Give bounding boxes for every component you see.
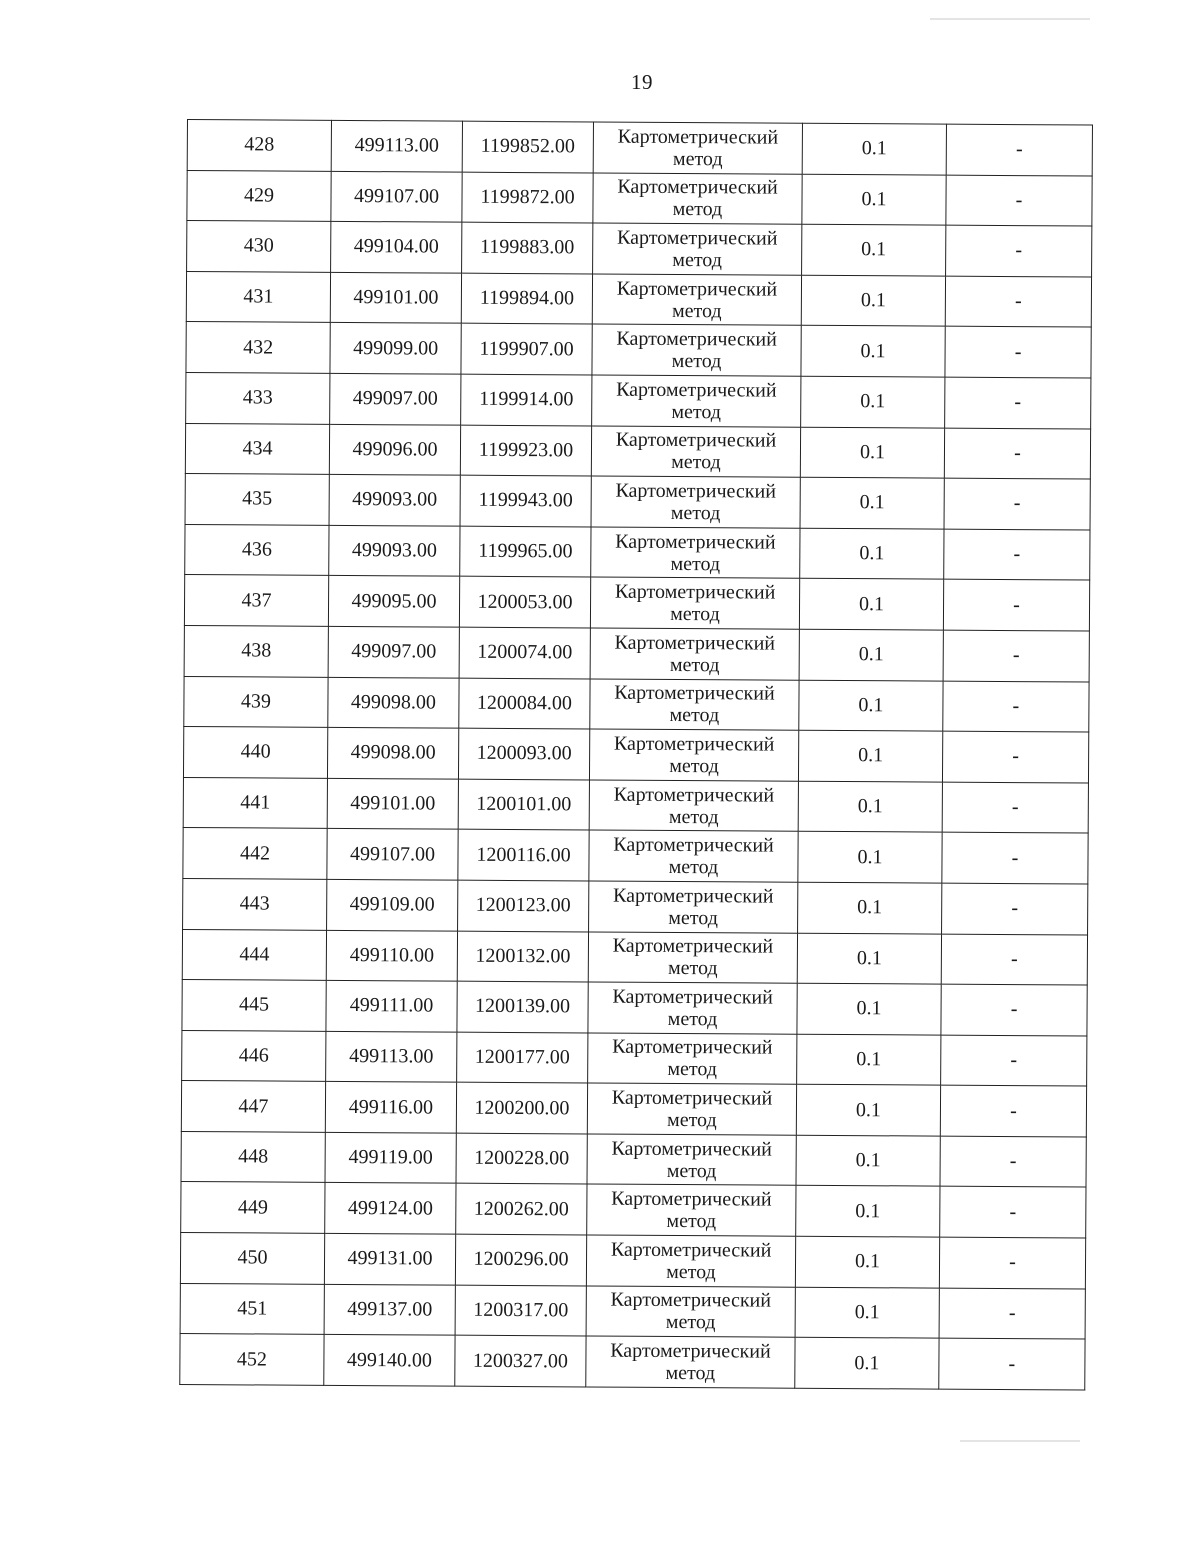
- point-number-cell: 446: [182, 1030, 326, 1081]
- point-number-cell: 433: [186, 372, 330, 423]
- y-coordinate-cell: 1199852.00: [462, 121, 593, 172]
- table-row: [183, 878, 1088, 934]
- method-line-2: метод: [668, 906, 718, 929]
- x-coordinate-cell: 499111.00: [326, 980, 457, 1031]
- method-cell: [592, 274, 801, 326]
- method-line-1: Картометрический: [612, 985, 773, 1009]
- scan-artifact: [930, 18, 1090, 20]
- point-number-cell: 449: [181, 1182, 325, 1233]
- note-cell: -: [942, 782, 1088, 833]
- note-cell: -: [945, 327, 1091, 378]
- accuracy-cell: 0.1: [796, 1085, 940, 1136]
- point-number-cell: 445: [182, 980, 326, 1031]
- note-cell: -: [940, 1187, 1086, 1238]
- method-line-2: метод: [668, 805, 719, 828]
- y-coordinate-cell: 1200053.00: [459, 577, 590, 628]
- accuracy-cell: 0.1: [795, 1287, 939, 1338]
- method-line-1: Картометрический: [615, 530, 776, 554]
- note-cell: -: [941, 984, 1087, 1035]
- x-coordinate-cell: 499097.00: [328, 626, 459, 677]
- note-cell: -: [943, 630, 1089, 681]
- note-cell: -: [944, 428, 1090, 479]
- point-number-cell: 447: [181, 1081, 325, 1132]
- note-cell: -: [943, 579, 1089, 630]
- method-line-1: Картометрический: [615, 428, 777, 452]
- accuracy-cell: 0.1: [796, 1135, 940, 1186]
- x-coordinate-cell: 499113.00: [331, 120, 462, 171]
- x-coordinate-cell: 499098.00: [328, 677, 459, 728]
- method-line-2: метод: [669, 653, 720, 676]
- accuracy-cell: 0.1: [798, 730, 942, 781]
- y-coordinate-cell: 1199923.00: [460, 425, 591, 476]
- y-coordinate-cell: 1200139.00: [457, 981, 588, 1032]
- table-row: [183, 727, 1088, 783]
- method-line-2: метод: [671, 299, 722, 322]
- x-coordinate-cell: 499097.00: [330, 373, 461, 424]
- method-cell: [587, 1184, 796, 1236]
- note-cell: -: [939, 1237, 1085, 1288]
- method-line-1: Картометрический: [616, 226, 778, 250]
- note-cell: -: [941, 934, 1087, 985]
- note-cell: -: [945, 377, 1091, 428]
- method-cell: [590, 628, 799, 680]
- page-number: 19: [631, 70, 653, 94]
- x-coordinate-cell: 499131.00: [324, 1233, 455, 1284]
- method-line-2: метод: [667, 1109, 717, 1132]
- method-line-2: метод: [666, 1210, 717, 1233]
- table-row: [187, 170, 1092, 226]
- accuracy-cell: 0.1: [800, 427, 944, 478]
- method-cell: [591, 527, 800, 579]
- x-coordinate-cell: 499137.00: [324, 1284, 455, 1335]
- y-coordinate-cell: 1200262.00: [456, 1184, 587, 1235]
- x-coordinate-cell: 499109.00: [327, 879, 458, 930]
- point-number-cell: 436: [185, 524, 329, 575]
- accuracy-cell: 0.1: [802, 123, 946, 174]
- y-coordinate-cell: 1199872.00: [462, 172, 593, 223]
- y-coordinate-cell: 1199907.00: [461, 324, 592, 375]
- point-number-cell: 440: [183, 727, 327, 778]
- method-line-2: метод: [665, 1311, 716, 1334]
- accuracy-cell: 0.1: [798, 832, 942, 883]
- method-line-2: метод: [671, 451, 721, 474]
- method-cell: [588, 931, 797, 983]
- note-cell: -: [940, 1085, 1086, 1136]
- method-cell: [587, 1083, 796, 1135]
- table-row: [186, 372, 1091, 428]
- table-row: [186, 322, 1091, 378]
- method-cell: [586, 1235, 795, 1287]
- method-line-2: метод: [671, 350, 722, 373]
- note-cell: -: [939, 1338, 1085, 1389]
- y-coordinate-cell: 1200228.00: [456, 1133, 587, 1184]
- method-line-1: Картометрический: [613, 783, 775, 807]
- y-coordinate-cell: 1200177.00: [457, 1032, 588, 1083]
- y-coordinate-cell: 1199883.00: [462, 222, 593, 273]
- x-coordinate-cell: 499110.00: [326, 930, 457, 981]
- table-row: [183, 777, 1088, 833]
- note-cell: -: [941, 1035, 1087, 1086]
- point-number-cell: 435: [185, 474, 329, 525]
- point-number-cell: 444: [182, 929, 326, 980]
- method-line-2: метод: [672, 147, 723, 171]
- accuracy-cell: 0.1: [795, 1337, 939, 1388]
- x-coordinate-cell: 499101.00: [330, 272, 461, 323]
- note-cell: -: [939, 1288, 1085, 1339]
- table-row: [185, 524, 1090, 580]
- method-cell: [591, 426, 800, 478]
- table-row: [186, 271, 1091, 327]
- note-cell: -: [943, 681, 1089, 732]
- method-line-2: метод: [665, 1361, 716, 1385]
- table-row: [184, 625, 1089, 681]
- note-cell: -: [942, 832, 1088, 883]
- x-coordinate-cell: 499096.00: [329, 424, 460, 475]
- x-coordinate-cell: 499124.00: [325, 1183, 456, 1234]
- table-row: [181, 1131, 1086, 1187]
- method-cell: [591, 476, 800, 528]
- y-coordinate-cell: 1200296.00: [455, 1234, 586, 1285]
- method-line-1: Картометрический: [617, 125, 779, 149]
- point-number-cell: 439: [184, 676, 328, 727]
- table-row: [187, 221, 1092, 277]
- accuracy-cell: 0.1: [795, 1236, 939, 1287]
- x-coordinate-cell: 499093.00: [329, 525, 460, 576]
- method-cell: [592, 324, 801, 376]
- method-line-1: Картометрический: [616, 327, 777, 351]
- note-cell: -: [942, 883, 1088, 934]
- accuracy-cell: 0.1: [797, 1034, 941, 1085]
- point-number-cell: 441: [183, 777, 327, 828]
- y-coordinate-cell: 1200132.00: [457, 931, 588, 982]
- method-line-1: Картометрический: [614, 681, 775, 705]
- method-line-2: метод: [669, 704, 720, 727]
- method-line-2: метод: [670, 552, 721, 575]
- y-coordinate-cell: 1200074.00: [459, 627, 590, 678]
- point-number-cell: 431: [186, 271, 330, 322]
- method-line-1: Картометрический: [610, 1238, 772, 1262]
- method-line-2: метод: [666, 1159, 717, 1182]
- method-line-2: метод: [667, 1058, 718, 1081]
- point-number-cell: 443: [183, 878, 327, 929]
- method-line-1: Картометрический: [615, 479, 777, 503]
- note-cell: -: [945, 276, 1091, 327]
- table-body: [180, 120, 1093, 1390]
- accuracy-cell: 0.1: [800, 477, 944, 528]
- note-cell: -: [946, 175, 1092, 226]
- method-cell: [586, 1336, 795, 1388]
- method-line-1: Картометрический: [617, 176, 778, 200]
- x-coordinate-cell: 499095.00: [328, 576, 459, 627]
- method-line-2: метод: [671, 400, 722, 424]
- method-line-1: Картометрический: [616, 378, 777, 402]
- table-row: [180, 1334, 1085, 1390]
- method-line-2: метод: [670, 501, 721, 525]
- x-coordinate-cell: 499093.00: [329, 475, 460, 526]
- method-line-1: Картометрический: [610, 1289, 772, 1313]
- note-cell: -: [940, 1136, 1086, 1187]
- y-coordinate-cell: 1200084.00: [459, 678, 590, 729]
- method-line-1: Картометрический: [611, 1086, 773, 1110]
- y-coordinate-cell: 1200093.00: [458, 728, 589, 779]
- method-line-1: Картометрический: [612, 1036, 773, 1060]
- point-number-cell: 452: [180, 1334, 324, 1385]
- method-cell: [593, 173, 802, 225]
- x-coordinate-cell: 499113.00: [326, 1031, 457, 1082]
- accuracy-cell: 0.1: [797, 983, 941, 1034]
- note-cell: -: [942, 731, 1088, 782]
- method-cell: [588, 1033, 797, 1085]
- y-coordinate-cell: 1200200.00: [456, 1082, 587, 1133]
- method-cell: [588, 982, 797, 1034]
- method-line-1: Картометрический: [611, 1137, 773, 1161]
- method-line-2: метод: [666, 1260, 716, 1284]
- y-coordinate-cell: 1199914.00: [461, 374, 592, 425]
- accuracy-cell: 0.1: [798, 882, 942, 933]
- method-line-2: метод: [669, 754, 719, 778]
- method-cell: [589, 780, 798, 832]
- method-cell: [590, 577, 799, 629]
- method-line-1: Картометрический: [612, 884, 774, 908]
- x-coordinate-cell: 499098.00: [327, 727, 458, 778]
- accuracy-cell: 0.1: [798, 781, 942, 832]
- point-number-cell: 438: [184, 625, 328, 676]
- table-row: [183, 828, 1088, 884]
- accuracy-cell: 0.1: [796, 1186, 940, 1237]
- method-cell: [592, 375, 801, 427]
- method-cell: [587, 1134, 796, 1186]
- y-coordinate-cell: 1199894.00: [461, 273, 592, 324]
- scan-artifact: [960, 1440, 1080, 1442]
- method-cell: [590, 679, 799, 731]
- x-coordinate-cell: 499104.00: [331, 222, 462, 273]
- x-coordinate-cell: 499101.00: [327, 778, 458, 829]
- coordinates-table-container: [179, 119, 1092, 1390]
- note-cell: -: [944, 478, 1090, 529]
- method-cell: [589, 881, 798, 933]
- method-line-1: Картометрический: [610, 1339, 771, 1363]
- point-number-cell: 428: [187, 120, 331, 171]
- method-line-1: Картометрический: [612, 934, 774, 958]
- table-row: [181, 1081, 1086, 1137]
- table-row: [187, 120, 1092, 176]
- x-coordinate-cell: 499099.00: [330, 323, 461, 374]
- accuracy-cell: 0.1: [802, 174, 946, 225]
- point-number-cell: 437: [184, 575, 328, 626]
- method-line-1: Картометрический: [613, 732, 775, 756]
- table-row: [181, 1182, 1086, 1238]
- point-number-cell: 442: [183, 828, 327, 879]
- table-row: [180, 1283, 1085, 1339]
- method-line-2: метод: [668, 856, 719, 879]
- accuracy-cell: 0.1: [802, 224, 946, 275]
- x-coordinate-cell: 499119.00: [325, 1132, 456, 1183]
- method-cell: [589, 729, 798, 781]
- table-row: [184, 676, 1089, 732]
- method-line-2: метод: [667, 1007, 718, 1031]
- accuracy-cell: 0.1: [799, 629, 943, 680]
- point-number-cell: 450: [180, 1233, 324, 1284]
- table-row: [180, 1233, 1085, 1289]
- method-line-1: Картометрический: [616, 277, 778, 301]
- point-number-cell: 429: [187, 170, 331, 221]
- point-number-cell: 434: [185, 423, 329, 474]
- accuracy-cell: 0.1: [801, 326, 945, 377]
- point-number-cell: 451: [180, 1283, 324, 1334]
- method-line-2: метод: [670, 603, 720, 626]
- accuracy-cell: 0.1: [799, 579, 943, 630]
- y-coordinate-cell: 1199943.00: [460, 475, 591, 526]
- note-cell: -: [946, 124, 1092, 175]
- table-row: [184, 575, 1089, 631]
- y-coordinate-cell: 1200317.00: [455, 1285, 586, 1336]
- method-line-1: Картометрический: [611, 1187, 772, 1211]
- accuracy-cell: 0.1: [801, 376, 945, 427]
- method-line-1: Картометрический: [614, 631, 776, 655]
- y-coordinate-cell: 1200327.00: [455, 1335, 586, 1386]
- method-line-2: метод: [672, 198, 723, 221]
- table-row: [185, 474, 1090, 530]
- method-line-2: метод: [672, 248, 723, 272]
- accuracy-cell: 0.1: [800, 528, 944, 579]
- method-cell: [593, 122, 802, 174]
- method-cell: [586, 1286, 795, 1338]
- x-coordinate-cell: 499116.00: [325, 1082, 456, 1133]
- method-line-2: метод: [667, 957, 718, 980]
- note-cell: -: [946, 225, 1092, 276]
- table-row: [185, 423, 1090, 479]
- y-coordinate-cell: 1200123.00: [458, 880, 589, 931]
- method-cell: [593, 223, 802, 275]
- x-coordinate-cell: 499140.00: [324, 1335, 455, 1386]
- y-coordinate-cell: 1199965.00: [460, 526, 591, 577]
- accuracy-cell: 0.1: [801, 275, 945, 326]
- point-number-cell: 448: [181, 1131, 325, 1182]
- method-line-1: Картометрический: [614, 580, 776, 604]
- table-row: [182, 929, 1087, 985]
- point-number-cell: 432: [186, 322, 330, 373]
- method-cell: [589, 830, 798, 882]
- method-line-1: Картометрический: [613, 833, 774, 857]
- note-cell: -: [944, 529, 1090, 580]
- accuracy-cell: 0.1: [797, 933, 941, 984]
- x-coordinate-cell: 499107.00: [327, 829, 458, 880]
- x-coordinate-cell: 499107.00: [331, 171, 462, 222]
- accuracy-cell: 0.1: [799, 680, 943, 731]
- coordinates-table: [179, 119, 1093, 1390]
- point-number-cell: 430: [187, 221, 331, 272]
- table-row: [182, 1030, 1087, 1086]
- y-coordinate-cell: 1200101.00: [458, 779, 589, 830]
- table-row: [182, 980, 1087, 1036]
- y-coordinate-cell: 1200116.00: [458, 829, 589, 880]
